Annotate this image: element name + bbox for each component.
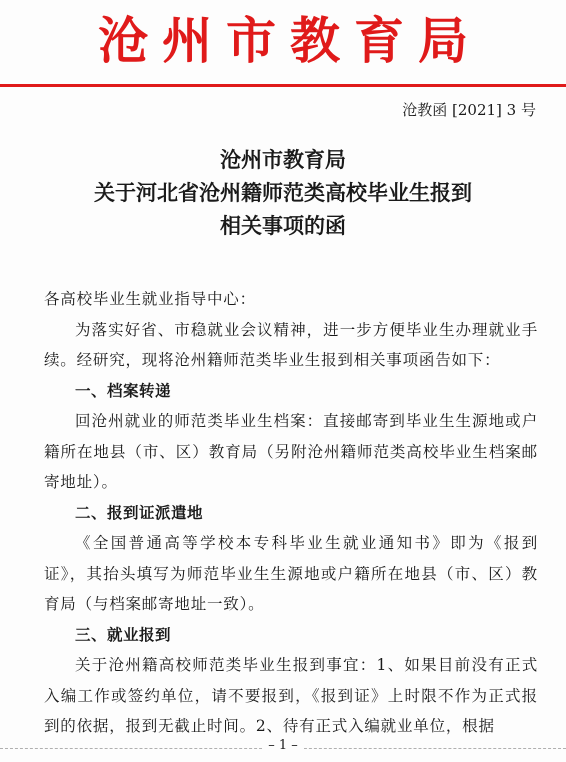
section-text-employment: 关于沧州籍高校师范类毕业生报到事宜：1、如果目前没有正式入编工作或签约单位，请不要报到，《报到证》上时限不作为正式报到的依据，报到无截止时间。2、待有正式入编就业单位，根据 [44,656,538,735]
document-number: 沧教函 [2021] 3 号 [402,101,536,119]
section-heading-archive: 一、档案转递 [75,381,172,400]
title-line-1: 沧州市教育局 [220,147,346,172]
section-text-dispatch: 《全国普通高等学校本专科毕业生就业通知书》即为《报到证》，其抬头填写为师范毕业生生源地或户籍所在地县（市、区）教育局（与档案邮寄地址一致）。 [44,534,538,613]
title-line-2: 关于河北省沧州籍师范类高校毕业生报到 [94,180,472,205]
section-heading-employment: 三、就业报到 [75,625,172,644]
document-body [44,284,538,742]
page-number [0,736,566,756]
section-heading-dispatch: 二、报到证派遣地 [75,503,204,522]
masthead-title: 沧州市教育局 [98,11,482,70]
salutation: 各高校毕业生就业指导中心： [44,290,256,308]
intro-paragraph: 为落实好省、市稳就业会议精神，进一步方便毕业生办理就业手续。经研究，现将沧州籍师范类毕业生报到相关事项函告如下： [44,320,538,369]
section-text-archive: 回沧州就业的师范类毕业生档案：直接邮寄到毕业生生源地或户籍所在地县（市、区）教育局（另附沧州籍师范类高校毕业生档案邮寄地址）。 [44,412,538,491]
document-title [0,143,566,242]
masthead-red-rule [0,84,566,87]
page-number-text: – 1 – [262,738,304,753]
title-line-3: 相关事项的函 [220,213,346,238]
